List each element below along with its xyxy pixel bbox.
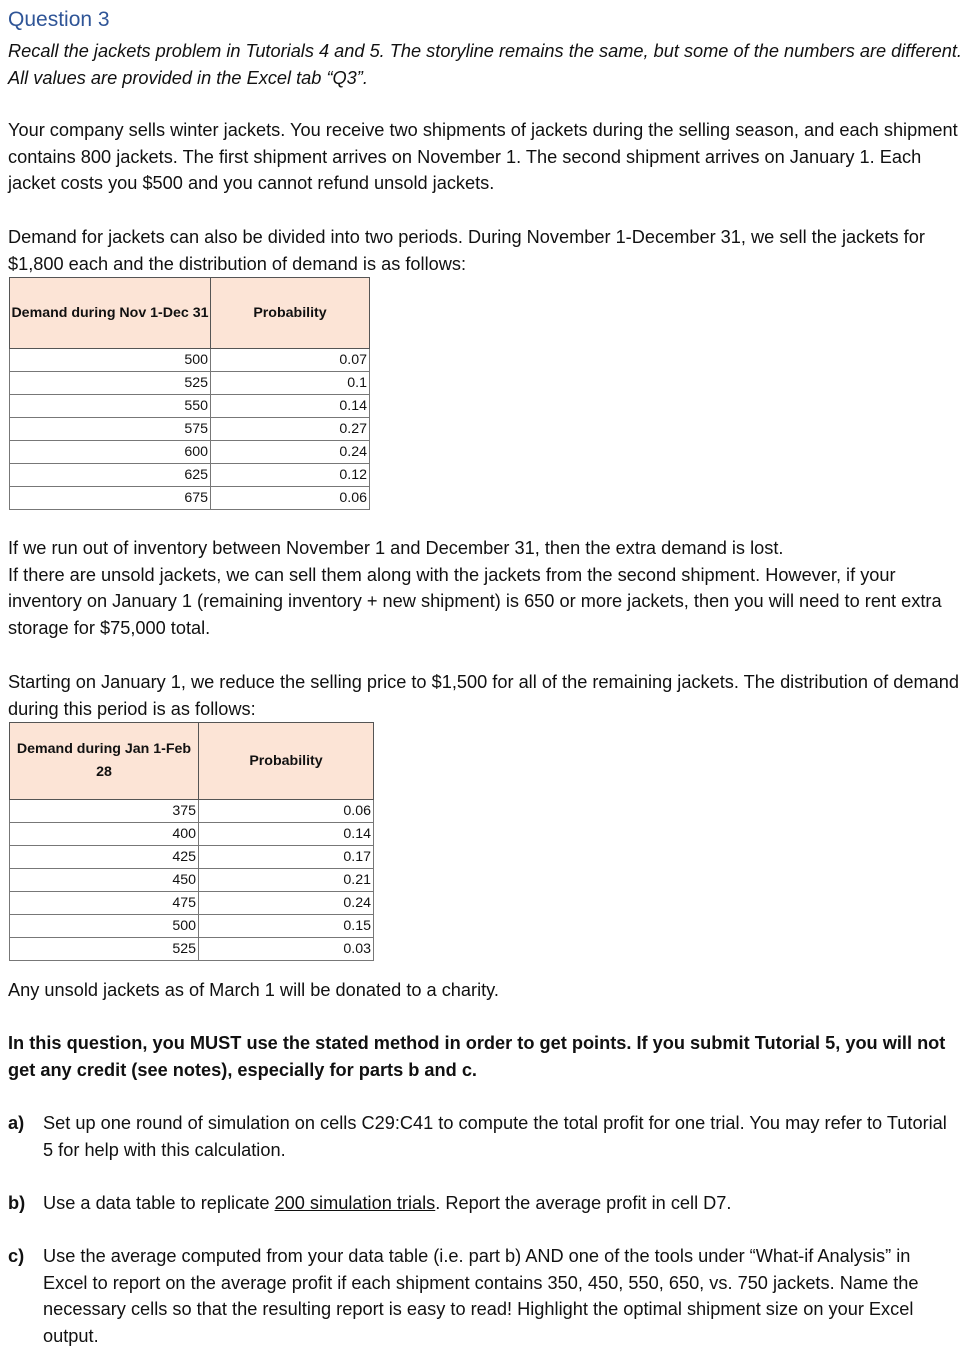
part-b-text (43, 1190, 958, 1217)
table-row (10, 823, 374, 846)
demand-cell: 600 (10, 441, 211, 464)
paragraph-donation: Any unsold jackets as of March 1 will be donated to a charity. (8, 980, 499, 1000)
part-c-label: c) (8, 1246, 25, 1266)
demand-cell: 500 (10, 349, 211, 372)
demand-cell: 525 (10, 938, 199, 961)
table-row (10, 800, 374, 823)
table-row (10, 892, 374, 915)
table2-header-probability: Probability (199, 723, 374, 800)
part-b-text-underlined: 200 simulation trials (274, 1193, 436, 1213)
table-row (10, 869, 374, 892)
probability-cell: 0.14 (199, 823, 374, 846)
demand-table-jan-feb (9, 722, 374, 961)
demand-cell: 500 (10, 915, 199, 938)
table-row (10, 938, 374, 961)
table2-header-demand: Demand during Jan 1-Feb 28 (10, 723, 199, 800)
demand-table-nov-dec (9, 277, 370, 510)
demand-cell: 525 (10, 372, 211, 395)
probability-cell: 0.17 (199, 846, 374, 869)
part-b-text-pre: Use a data table to replicate (43, 1193, 275, 1213)
storage-line: If there are unsold jackets, we can sell them along with the jackets from the second shipment. However, if your inventory on January 1 (remaining inventory + new shipment) is 650 or more jackets, then you will need to rent extra storage for $75,000 total. (8, 564, 942, 638)
table-row (10, 846, 374, 869)
demand-cell: 475 (10, 892, 199, 915)
demand-cell: 550 (10, 395, 211, 418)
demand-cell: 675 (10, 487, 211, 510)
paragraph-shipments: Your company sells winter jackets. You receive two shipments of jackets during the selling season, and each shipment contains 800 jackets. The first shipment arrives on November 1. The second shipment arrives on January 1. Each jacket costs you $500 and you cannot refund unsold jackets. (8, 120, 958, 193)
paragraph-stockout-storage (8, 535, 963, 641)
part-a-text: Set up one round of simulation on cells C29:C41 to compute the total profit for one trial. You may refer to Tutorial 5 for help with this calculation. (43, 1113, 947, 1160)
probability-cell: 0.06 (199, 800, 374, 823)
part-a-label: a) (8, 1113, 25, 1133)
demand-cell: 625 (10, 464, 211, 487)
probability-cell: 0.21 (199, 869, 374, 892)
question-title: Question 3 (8, 8, 110, 31)
probability-cell: 0.14 (211, 395, 370, 418)
table-row (10, 395, 370, 418)
demand-cell: 575 (10, 418, 211, 441)
part-c-text: Use the average computed from your data table (i.e. part b) AND one of the tools under “What-if Analysis” in Excel to report on the average profit if each shipment contains 350, 450, 550, 650, vs. 750 jackets. Name the necessary cells so that the resulting report is easy to read! Highlight the optimal shipment size on your Excel output. (43, 1246, 919, 1346)
paragraph-demand-period1: Demand for jackets can also be divided into two periods. During November 1-December 31, we sell the jackets for $1,800 each and the distribution of demand is as follows: (8, 227, 925, 274)
table-row (10, 372, 370, 395)
demand-cell: 375 (10, 800, 199, 823)
paragraph-method-warning: In this question, you MUST use the stated method in order to get points. If you submit Tutorial 5, you will not get any credit (see notes), especially for parts b and c. (8, 1033, 946, 1080)
table-row (10, 349, 370, 372)
stockout-line: If we run out of inventory between November 1 and December 31, then the extra demand is lost. (8, 538, 784, 558)
probability-cell: 0.1 (211, 372, 370, 395)
demand-cell: 450 (10, 869, 199, 892)
part-b-label: b) (8, 1193, 26, 1213)
table1-header-demand: Demand during Nov 1-Dec 31 (10, 278, 211, 349)
table-row (10, 418, 370, 441)
part-b-text-post: . Report the average profit in cell D7. (435, 1193, 732, 1213)
table1-header-probability: Probability (211, 278, 370, 349)
probability-cell: 0.15 (199, 915, 374, 938)
intro-text: Recall the jackets problem in Tutorials 4 and 5. The storyline remains the same, but some of the numbers are different. All values are provided in the Excel tab “Q3”. (8, 41, 962, 88)
probability-cell: 0.03 (199, 938, 374, 961)
probability-cell: 0.24 (211, 441, 370, 464)
table-row (10, 464, 370, 487)
probability-cell: 0.24 (199, 892, 374, 915)
probability-cell: 0.07 (211, 349, 370, 372)
demand-cell: 425 (10, 846, 199, 869)
demand-cell: 400 (10, 823, 199, 846)
probability-cell: 0.12 (211, 464, 370, 487)
paragraph-demand-period2: Starting on January 1, we reduce the selling price to $1,500 for all of the remaining jackets. The distribution of demand during this period is as follows: (8, 672, 960, 719)
table-row (10, 915, 374, 938)
table-row (10, 441, 370, 464)
probability-cell: 0.27 (211, 418, 370, 441)
table-row (10, 487, 370, 510)
probability-cell: 0.06 (211, 487, 370, 510)
